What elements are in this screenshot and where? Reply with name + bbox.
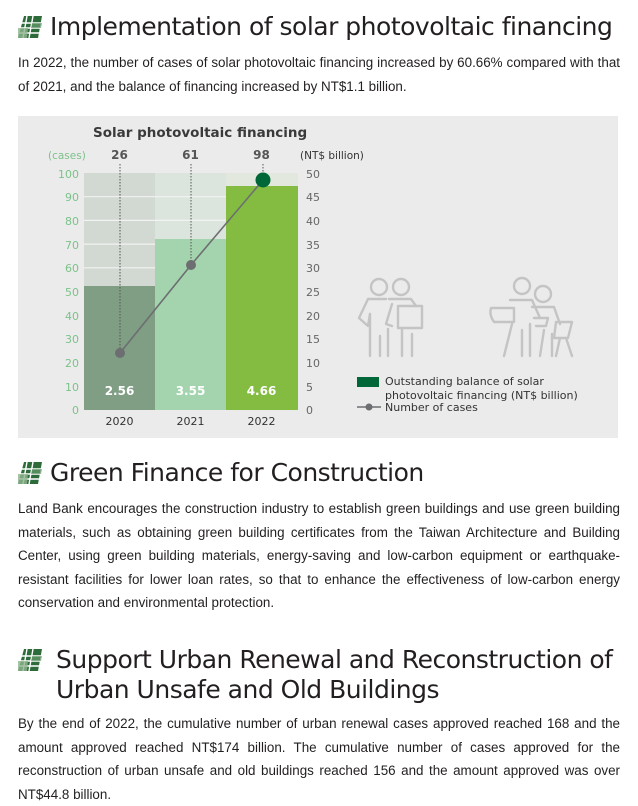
case-point-2021 [186,260,196,270]
right-tick: 25 [306,286,320,299]
right-tick: 30 [306,262,320,275]
legend-line-marker-icon [357,402,381,412]
left-tick: 90 [65,191,79,204]
section-body-urban-renewal: By the end of 2022, the cumulative number of urban renewal cases approved reached 168 and the amount approved reached NT$174 billion. The cumulative number of cases approved for the reconstruction of urban unsafe and old buildings reached 156 and the amount approved was over NT$44.8 billion. [18,716,620,802]
two-people-with-clipboard-icon [356,274,438,362]
case-point-2022 [256,173,271,188]
left-tick: 100 [58,168,79,181]
striped-green-flag-icon [18,16,42,38]
section-body-green-construction: Land Bank encourages the construction industry to establish green buildings and use green building materials, such as obtaining green building certificates from the Taiwan Architecture and Building Center, using green building materials, energy-saving and low-carbon equipment or earthquake-resistant facilities for lower loan rates, so that to enhance the effectiveness of low-carbon energy conservation and environmental protection. [18,501,620,610]
section-heading-line1: Support Urban Renewal and Reconstruction of [56,645,613,674]
left-tick: 80 [65,215,79,228]
left-tick: 20 [65,357,79,370]
two-people-with-laptop-icon [488,274,578,362]
chart-title: Solar photovoltaic financing [93,125,308,141]
left-tick: 10 [65,381,79,394]
left-axis-unit: (cases) [48,150,86,162]
right-tick: 20 [306,310,320,323]
right-tick: 0 [306,404,313,417]
case-count-2021: 61 [182,148,199,162]
legend-label-cases: Number of cases [385,401,478,414]
left-tick: 30 [65,333,79,346]
x-label-2021: 2021 [176,415,205,428]
section-body-solar: In 2022, the number of cases of solar photovoltaic financing increased by 60.66% compared with that of 2021, and the balance of financing increased by NT$1.1 billion. [18,55,620,94]
section-title-solar [18,12,612,42]
case-count-2020: 26 [111,148,128,162]
legend-swatch-balance [357,377,379,387]
left-tick: 60 [65,262,79,275]
right-tick: 15 [306,333,320,346]
section-heading: Implementation of solar photovoltaic financing [50,12,613,41]
case-point-2020 [115,348,125,358]
section-heading: Green Finance for Construction [50,458,424,487]
chart-panel [18,116,618,438]
case-count-2022: 98 [253,148,270,162]
left-tick: 50 [65,286,79,299]
section-heading-line2: Urban Unsafe and Old Buildings [56,675,440,704]
left-tick: 40 [65,310,79,323]
right-tick: 35 [306,239,320,252]
legend-label-balance: Outstanding balance of solar photovoltaic financing (NT$ billion) [385,375,578,402]
section-title-green-construction [18,458,424,488]
right-tick: 5 [306,381,313,394]
right-tick: 45 [306,191,320,204]
right-tick: 10 [306,357,320,370]
left-tick: 0 [72,404,79,417]
striped-green-flag-icon [18,649,42,671]
bar-value-2021: 3.55 [175,384,206,398]
striped-green-flag-icon [18,462,42,484]
x-label-2020: 2020 [105,415,134,428]
x-label-2022: 2022 [247,415,276,428]
right-tick: 40 [306,215,320,228]
left-tick: 70 [65,239,79,252]
right-axis-unit: (NT$ billion) [300,150,364,162]
right-tick: 50 [306,168,320,181]
bar-2022 [226,186,298,410]
section-title-urban-renewal [18,645,612,705]
bar-value-2020: 2.56 [104,384,135,398]
bar-value-2022: 4.66 [246,384,277,398]
